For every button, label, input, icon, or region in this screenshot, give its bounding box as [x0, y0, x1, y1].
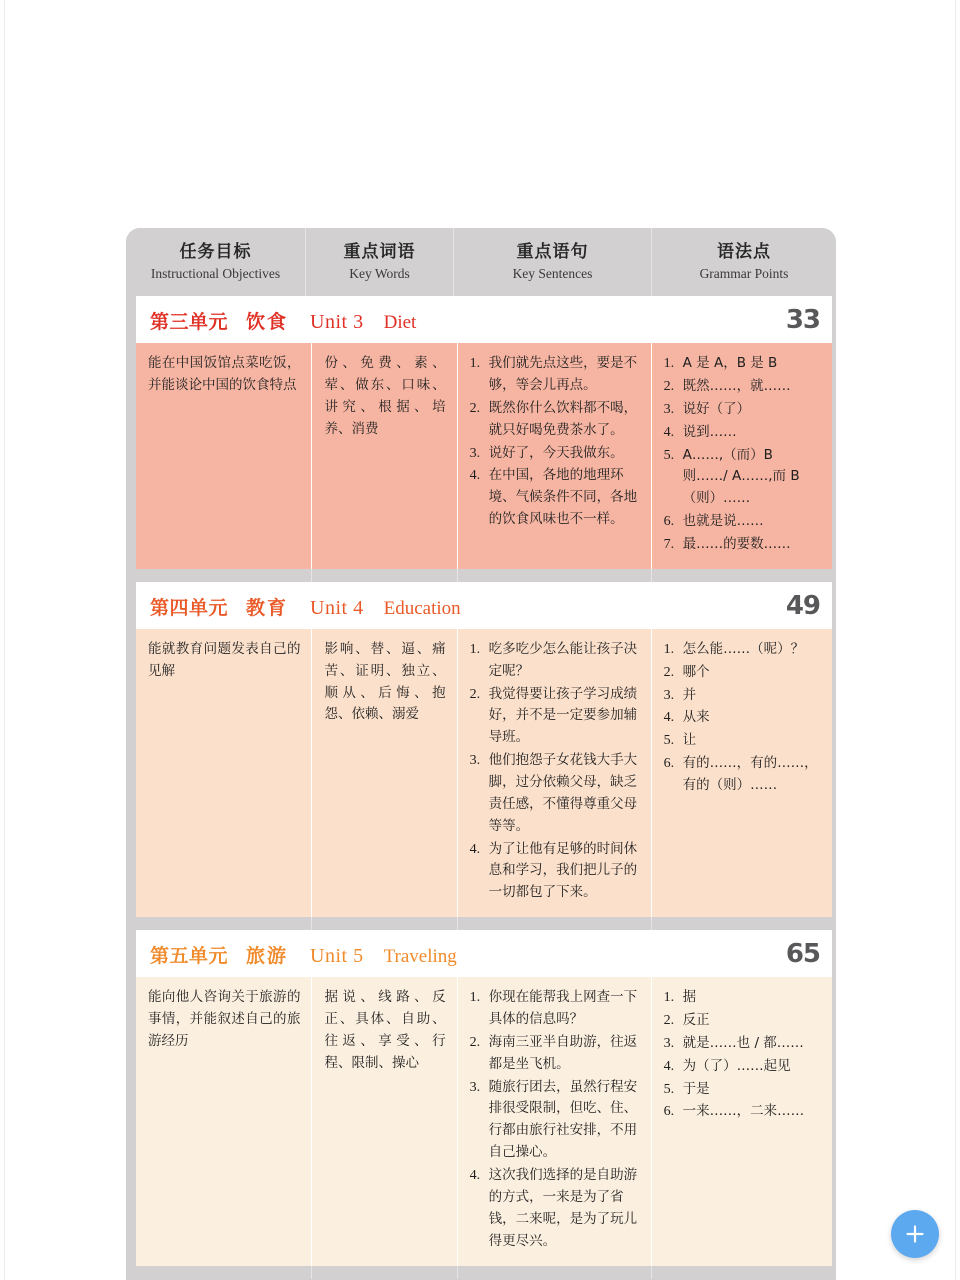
cell-key-words: 据说、线路、反正、具体、自助、往返、享受、行程、限制、操心: [312, 977, 457, 1265]
list-item: 你现在能帮我上网查一下具体的信息吗？: [488, 989, 638, 1028]
list-item: 从来: [682, 709, 710, 726]
cell-objectives: 能在中国饭馆点菜吃饭，并能谈论中国的饮食特点: [136, 343, 312, 569]
key-sentence-list: [470, 639, 640, 904]
unit-topic-cn: 饮食: [246, 311, 289, 334]
list-item: 就是……也 / 都……: [682, 1034, 804, 1051]
column-header-key-sentences: [454, 228, 652, 296]
contents-table: [126, 228, 836, 1280]
column-header-cn: 重点语句: [516, 242, 589, 262]
column-header-cn: 重点词语: [343, 242, 416, 262]
list-item: 随旅行团去，虽然行程安排很受限制，但吃、住、行都由旅行社安排，不用自己操心。: [488, 1078, 638, 1161]
unit-number-en: Unit 5: [310, 945, 364, 968]
table-frame: [126, 228, 836, 1280]
cell-key-sentences: [458, 977, 652, 1265]
list-item: 说到……: [682, 423, 737, 440]
list-item: 据: [682, 989, 697, 1006]
grammar-point-list: [664, 639, 821, 797]
cell-key-words: 份、免费、素、荤、做东、口味、讲究、根据、培养、消费: [312, 343, 457, 569]
cell-key-sentences: [458, 629, 652, 917]
list-item: 说好（了）: [682, 400, 751, 417]
page-edge-left: [4, 0, 5, 1280]
unit-topic-en: Traveling: [383, 946, 457, 968]
cell-objectives: 能就教育问题发表自己的见解: [136, 629, 312, 917]
column-header-en: Key Words: [349, 266, 410, 282]
unit-separator: [136, 917, 832, 930]
column-header-cn: 任务目标: [179, 242, 252, 262]
list-item: 也就是说……: [682, 513, 764, 530]
list-item: 这次我们选择的是自助游的方式，一来是为了省钱，二来呢，是为了玩儿得更尽兴。: [488, 1167, 638, 1249]
add-button[interactable]: [891, 1210, 939, 1258]
column-header-instructional-objectives: [126, 228, 306, 296]
unit-topic-en: Education: [383, 597, 461, 619]
grammar-point-list: [664, 353, 821, 556]
cell-grammar-points: [652, 629, 832, 917]
column-header-cn: 语法点: [717, 242, 771, 262]
column-header-grammar-points: [652, 228, 836, 296]
list-item: A……,（而）B 则……/ A……,而 B（则）……: [682, 446, 800, 507]
column-header-en: Key Sentences: [512, 266, 593, 282]
table-header-row: [126, 228, 836, 296]
list-item: 既然……，就……: [682, 378, 791, 394]
list-item: 吃多吃少怎么能让孩子决定呢？: [488, 640, 638, 679]
paper-area: [136, 296, 832, 1278]
unit-page-number: 65: [785, 939, 820, 970]
list-item: 为了让他有足够的时间休息和学习，我们把儿子的一切都包了下来。: [488, 840, 638, 901]
column-header-key-words: [306, 228, 454, 296]
unit-number-cn: 第五单元: [150, 945, 229, 968]
cell-grammar-points: [652, 343, 832, 569]
unit-topic-en: Diet: [383, 312, 417, 334]
list-item: 海南三亚半自助游，往返都是坐飞机。: [488, 1033, 638, 1072]
list-item: 在中国，各地的地理环境、气候条件不同，各地的饮食风味也不一样。: [488, 467, 638, 528]
unit-title-bar: [136, 296, 832, 343]
page-edge-right: [955, 0, 956, 1280]
list-item: 为（了）……起见: [682, 1057, 791, 1074]
cell-grammar-points: [652, 977, 832, 1265]
list-item: A 是 A，B 是 B: [682, 355, 778, 372]
list-item: 反正: [682, 1012, 710, 1029]
list-item: 有的……，有的……，有的（则）……: [682, 755, 818, 794]
cell-key-words: 影响、替、逼、痛苦、证明、独立、顺从、后悔、抱怨、依赖、溺爱: [312, 629, 457, 917]
unit-number-en: Unit 3: [310, 311, 364, 334]
column-header-en: Grammar Points: [699, 266, 789, 282]
list-item: 他们抱怨子女花钱大手大脚，过分依赖父母，缺乏责任感，不懂得尊重父母等等。: [488, 752, 638, 834]
list-item: 于是: [682, 1080, 710, 1097]
list-item: 我们就先点这些，要是不够，等会儿再点。: [488, 355, 638, 393]
list-item: 一来……，二来……: [682, 1103, 805, 1120]
list-item: 怎么能……（呢）？: [682, 640, 805, 657]
unit-topic-cn: 教育: [246, 596, 289, 619]
unit-number-cn: 第四单元: [150, 596, 229, 619]
unit-number-cn: 第三单元: [150, 311, 229, 334]
unit-separator: [136, 569, 832, 582]
list-item: 哪个: [682, 663, 710, 680]
unit-title-bar: [136, 930, 832, 977]
list-item: 最……的要数……: [682, 536, 791, 553]
list-item: 说好了，今天我做东。: [488, 444, 624, 461]
unit-separator: [136, 1266, 832, 1279]
unit-number-en: Unit 4: [310, 596, 364, 619]
unit-content-row: [136, 629, 832, 917]
unit-page-number: 49: [785, 590, 820, 621]
list-item: 并: [682, 686, 697, 703]
unit-title-bar: [136, 582, 832, 629]
list-item: 让: [682, 732, 697, 749]
unit-page-number: 33: [785, 305, 820, 336]
grammar-point-list: [664, 987, 821, 1123]
column-header-en: Instructional Objectives: [150, 266, 281, 282]
list-item: 既然你什么饮料都不喝，就只好喝免费茶水了。: [488, 399, 638, 438]
key-sentence-list: [470, 987, 640, 1252]
cell-key-sentences: [458, 343, 652, 569]
unit-topic-cn: 旅游: [246, 945, 289, 968]
unit-content-row: [136, 977, 832, 1265]
key-sentence-list: [470, 353, 640, 531]
list-item: 我觉得要让孩子学习成绩好，并不是一定要参加辅导班。: [488, 685, 638, 746]
unit-content-row: [136, 343, 832, 569]
plus-icon: [904, 1223, 926, 1245]
cell-objectives: 能向他人咨询关于旅游的事情，并能叙述自己的旅游经历: [136, 977, 312, 1265]
